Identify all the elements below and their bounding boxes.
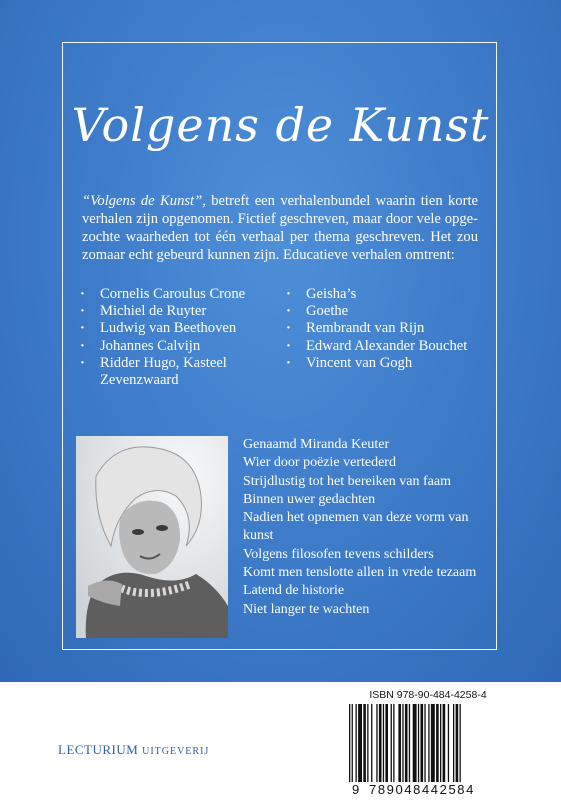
poem (243, 436, 493, 619)
book-title: Volgens de Kunst (71, 98, 490, 152)
intro-quoted-title: “Volgens de Kunst”, (82, 193, 206, 209)
publisher-logo (58, 742, 209, 758)
poem-line: Latend de historie (243, 583, 345, 599)
barcode-lead-digit: 9 (352, 782, 360, 797)
poem-line: Genaamd Miranda Keuter (243, 437, 390, 452)
list-item: · Johannes Calvijn (80, 338, 285, 355)
list-item: · Rembrandt van Rijn (286, 320, 486, 337)
list-item: · Vincent van Gogh (286, 355, 486, 372)
poem-line: Binnen uwer gedachten (243, 491, 376, 507)
list-item: · Geisha’s (286, 286, 486, 303)
list-item: · Ridder Hugo, Kasteel Zevenzwaard (80, 355, 285, 389)
poem-line: Volgens filosofen tevens schilders (243, 546, 434, 562)
barcode-digits: 789048442584 (369, 782, 475, 797)
list-item: · Michiel de Ruyter (80, 303, 285, 320)
barcode (349, 704, 507, 786)
poem-line: kunst (243, 528, 274, 544)
publisher-suffix: UITGEVERIJ (142, 746, 210, 757)
intro-paragraph (82, 192, 478, 264)
poem-line: Niet langer te wachten (243, 601, 370, 617)
poem-line: Nadien het opnemen van deze vorm van (243, 510, 469, 526)
back-cover-footer (0, 682, 561, 800)
list-item: · Goethe (286, 303, 486, 320)
topics-left-list (80, 286, 285, 389)
author-photo (76, 436, 228, 638)
topics-right-list (286, 286, 486, 372)
poem-line: Komt men tenslotte allen in vrede tezaam (243, 565, 477, 581)
intro-text: betreft een verhalenbundel waarin tien korte verhalen zijn opgenomen. Fictief geschreven, maar door vele opge-zochte waarheden tot één verhaal per thema geschreven. Het zou zomaar echt gebeurd kunnen zijn. Educatieve verhalen omtrent: (82, 193, 478, 263)
poem-line: Strijdlustig tot het bereiken van faam (243, 473, 452, 489)
isbn-label: ISBN 978-90-484-4258-4 (369, 689, 487, 701)
publisher-name: LECTURIUM (58, 742, 139, 757)
poem-line: Wier door poëzie vertederd (243, 455, 396, 471)
list-item: · Edward Alexander Bouchet (286, 338, 486, 355)
list-item: · Cornelis Caroulus Crone (80, 286, 285, 303)
list-item: · Ludwig van Beethoven (80, 320, 285, 337)
